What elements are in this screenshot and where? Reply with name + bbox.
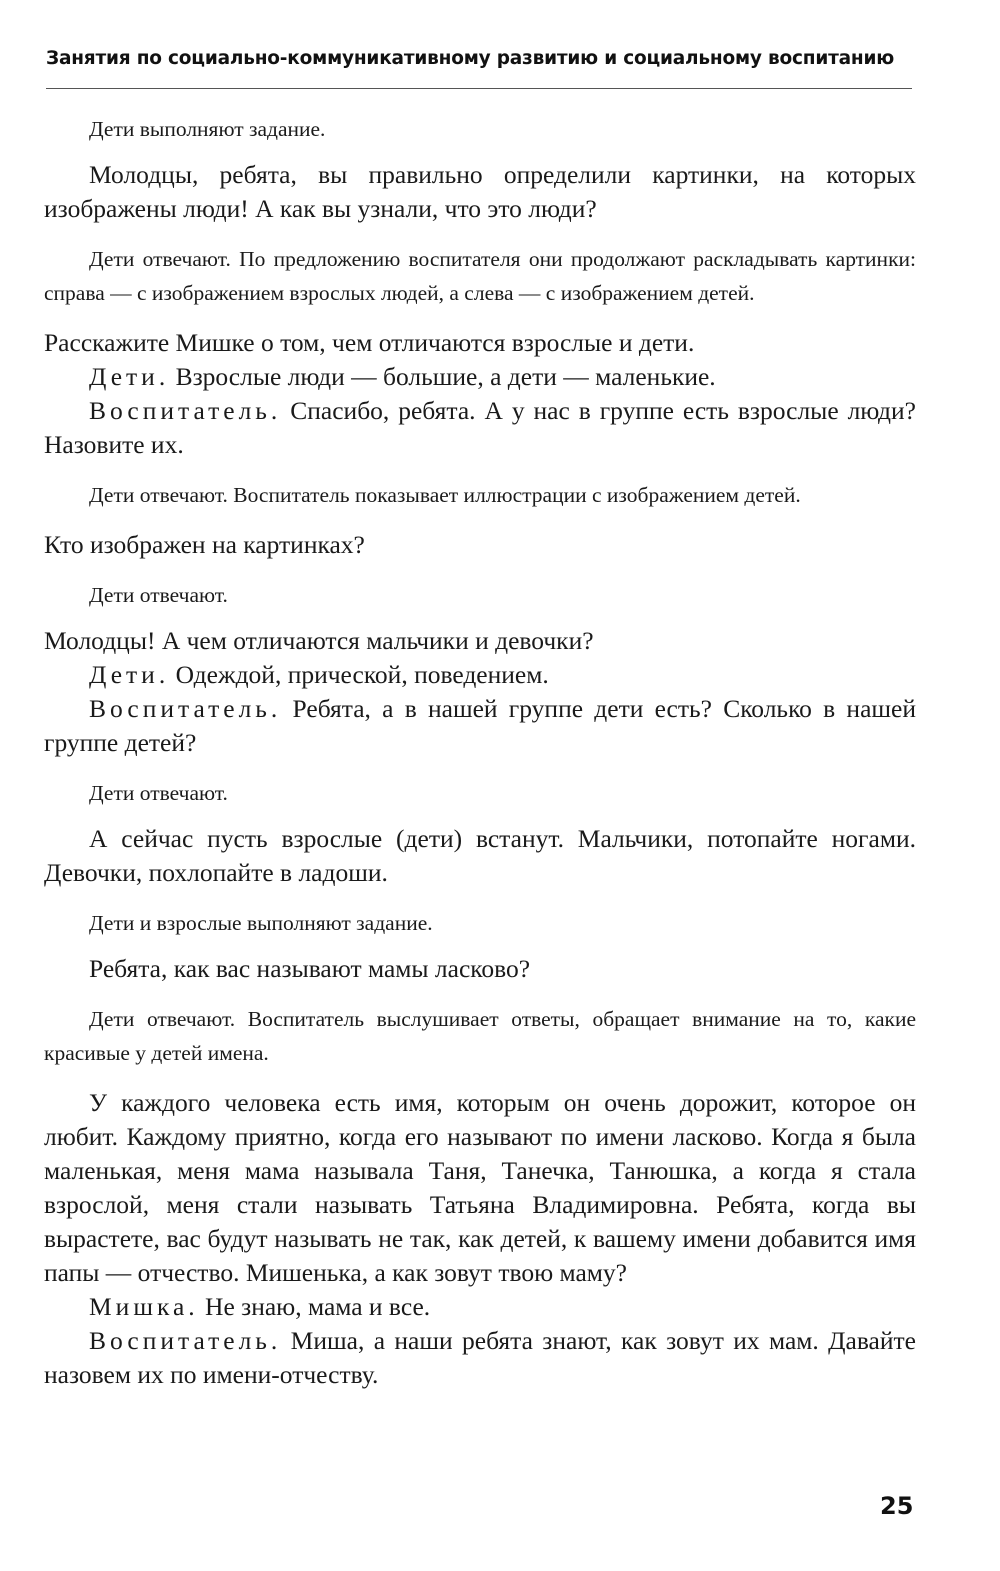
stage-direction: Дети выполняют задание. <box>89 117 326 141</box>
teacher-speech: Ребята, как вас называют мамы ласково? <box>89 954 531 983</box>
teacher-speech: У каждого человека есть имя, которым он очень дорожит, которое он любит. Каждому приятно, когда его называют по имени ласково. Когда я была маленькая, меня мама называла Таня, Танечка, Танюшка, а когда я стала взрослой, меня стали называть Татьяна Владимировна. Ребята, когда вы вырастете, вас будут называть не так, как детей, к вашему имени добавится имя папы — отчество. Мишенька, а как зовут твою маму? <box>44 1088 916 1287</box>
speaker-name: Мишка. <box>89 1292 199 1321</box>
teacher-speech: Молодцы, ребята, вы правильно определили картинки, на которых изображены люди! А как вы узнали, что это люди? <box>44 160 916 223</box>
teacher-speech: Молодцы! А чем отличаются мальчики и девочки? <box>44 626 594 655</box>
page-body <box>44 112 916 1392</box>
teacher-speech: А сейчас пусть взрослые (дети) встанут. Мальчики, потопайте ногами. Девочки, похлопайте в ладоши. <box>44 824 916 887</box>
speaker-name: Воспитатель. <box>89 694 282 723</box>
stage-direction: Дети отвечают. По предложению воспитателя они продолжают раскладывать картинки: справа — с изображением взрослых людей, а слева — с изображением детей. <box>44 247 916 305</box>
dialogue-line <box>44 360 916 394</box>
dialogue-text: Взрослые люди — большие, а дети — маленькие. <box>169 362 716 391</box>
dialogue-text: Не знаю, мама и все. <box>198 1292 431 1321</box>
dialogue-text: Миша, а наши ребята знают, как зовут их мам. Давайте назовем их по имени-отчеству. <box>44 1326 916 1389</box>
dialogue-text: Спасибо, ребята. А у нас в группе есть взрослые люди? Назовите их. <box>44 396 916 459</box>
stage-direction: Дети отвечают. Воспитатель показывает иллюстрации с изображением детей. <box>89 483 801 507</box>
teacher-speech: Расскажите Мишке о том, чем отличаются взрослые и дети. <box>44 328 695 357</box>
stage-direction: Дети отвечают. Воспитатель выслушивает ответы, обращает внимание на то, какие красивые у детей имена. <box>44 1007 916 1065</box>
running-header: Занятия по социально-коммуникативному развитию и социальному воспитанию <box>46 48 895 69</box>
speaker-name: Воспитатель. <box>89 396 282 425</box>
speaker-name: Дети. <box>89 362 170 391</box>
dialogue-line <box>44 1290 916 1324</box>
teacher-speech: Кто изображен на картинках? <box>44 530 365 559</box>
dialogue-line <box>44 1324 916 1392</box>
speaker-name: Дети. <box>89 660 170 689</box>
dialogue-line <box>44 394 916 462</box>
dialogue-line <box>44 658 916 692</box>
stage-direction: Дети и взрослые выполняют задание. <box>89 911 433 935</box>
page-number: 25 <box>880 1492 914 1520</box>
header-rule <box>46 88 912 89</box>
dialogue-line <box>44 692 916 760</box>
dialogue-text: Одеждой, прической, поведением. <box>169 660 549 689</box>
dialogue-text: Ребята, а в нашей группе дети есть? Сколько в нашей группе детей? <box>44 694 916 757</box>
stage-direction: Дети отвечают. <box>89 781 228 805</box>
stage-direction: Дети отвечают. <box>89 583 228 607</box>
speaker-name: Воспитатель. <box>89 1326 282 1355</box>
